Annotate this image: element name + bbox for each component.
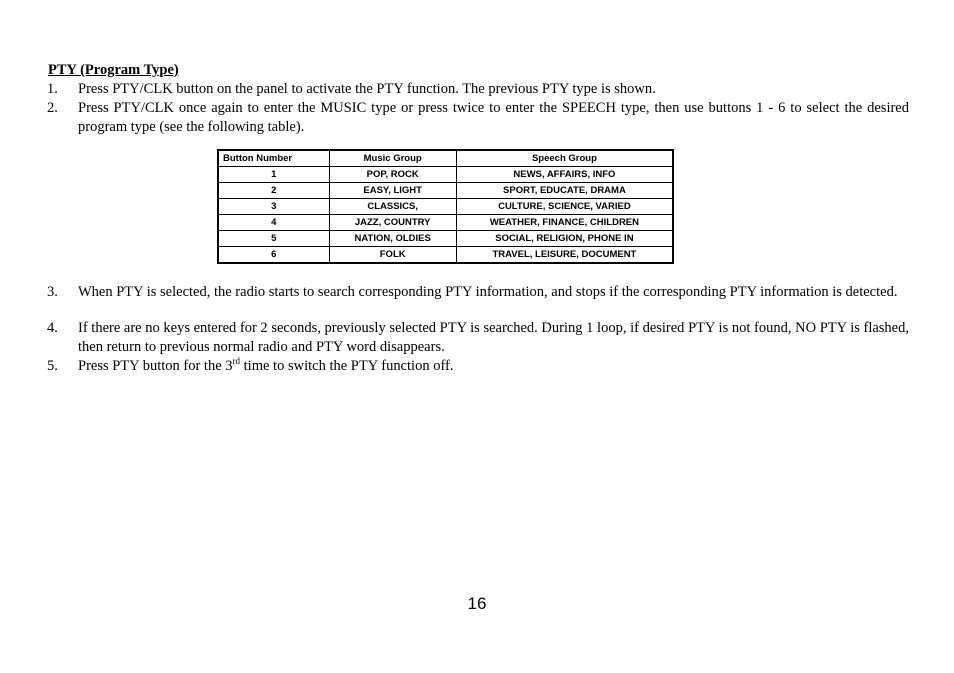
header-speech-group: Speech Group bbox=[456, 150, 673, 167]
cell-music: JAZZ, COUNTRY bbox=[329, 215, 456, 231]
list-item-3 bbox=[47, 283, 909, 302]
cell-speech: TRAVEL, LEISURE, DOCUMENT bbox=[492, 248, 637, 260]
cell-speech: CULTURE, SCIENCE, VARIED bbox=[456, 199, 673, 215]
pty-table bbox=[217, 149, 674, 264]
list-item-5 bbox=[47, 357, 909, 376]
section-heading: PTY (Program Type) bbox=[48, 62, 179, 78]
list-number: 2. bbox=[47, 100, 58, 116]
table-row bbox=[218, 183, 673, 199]
table-row bbox=[218, 247, 673, 264]
list-text: If there are no keys entered for 2 seconds, previously selected PTY is searched. During 1 loop, if desired PTY is not found, NO PTY is flashed, then return to previous normal radio and PTY word disappears. bbox=[78, 320, 909, 355]
cell-speech: NEWS, AFFAIRS, INFO bbox=[456, 167, 673, 183]
list-text: Press PTY/CLK button on the panel to activate the PTY function. The previous PTY type is shown. bbox=[78, 81, 656, 97]
list-text-part: time to switch the PTY function off. bbox=[240, 358, 454, 374]
list-number: 1. bbox=[47, 81, 58, 97]
cell-music: CLASSICS, bbox=[329, 199, 456, 215]
cell-music: POP, ROCK bbox=[329, 167, 456, 183]
table-row bbox=[218, 199, 673, 215]
table-row bbox=[218, 215, 673, 231]
table-row bbox=[218, 231, 673, 247]
cell-button-number: 3 bbox=[218, 199, 329, 215]
list-number: 4. bbox=[47, 320, 58, 336]
cell-button-number: 6 bbox=[218, 247, 329, 264]
list-text: Press PTY/CLK once again to enter the MUSIC type or press twice to enter the SPEECH type, then use buttons 1 - 6 to select the desired program type (see the following table). bbox=[78, 100, 909, 135]
cell-speech: WEATHER, FINANCE, CHILDREN bbox=[456, 215, 673, 231]
table-row bbox=[218, 167, 673, 183]
list-number: 5. bbox=[47, 358, 58, 374]
cell-button-number: 4 bbox=[218, 215, 329, 231]
ordinal-suffix: rd bbox=[232, 356, 241, 367]
list-text bbox=[78, 357, 909, 376]
list-item-4 bbox=[47, 319, 909, 356]
list-text-part: Press PTY button for the 3 bbox=[78, 358, 233, 374]
header-music-group: Music Group bbox=[329, 150, 456, 167]
header-button-number: Button Number bbox=[218, 150, 329, 167]
cell-speech: SPORT, EDUCATE, DRAMA bbox=[456, 183, 673, 199]
cell-music: NATION, OLDIES bbox=[329, 231, 456, 247]
cell-music: FOLK bbox=[329, 247, 456, 264]
cell-music: EASY, LIGHT bbox=[329, 183, 456, 199]
cell-button-number: 1 bbox=[218, 167, 329, 183]
cell-button-number: 5 bbox=[218, 231, 329, 247]
cell-speech: SOCIAL, RELIGION, PHONE IN bbox=[456, 231, 673, 247]
cell-button-number: 2 bbox=[218, 183, 329, 199]
page-number: 16 bbox=[467, 594, 487, 613]
list-item-1 bbox=[47, 80, 909, 99]
table-header-row bbox=[218, 150, 673, 167]
list-item-2 bbox=[47, 99, 909, 136]
list-number: 3. bbox=[47, 284, 58, 300]
list-text: When PTY is selected, the radio starts to search corresponding PTY information, and stops if the corresponding PTY information is detected. bbox=[78, 284, 898, 300]
